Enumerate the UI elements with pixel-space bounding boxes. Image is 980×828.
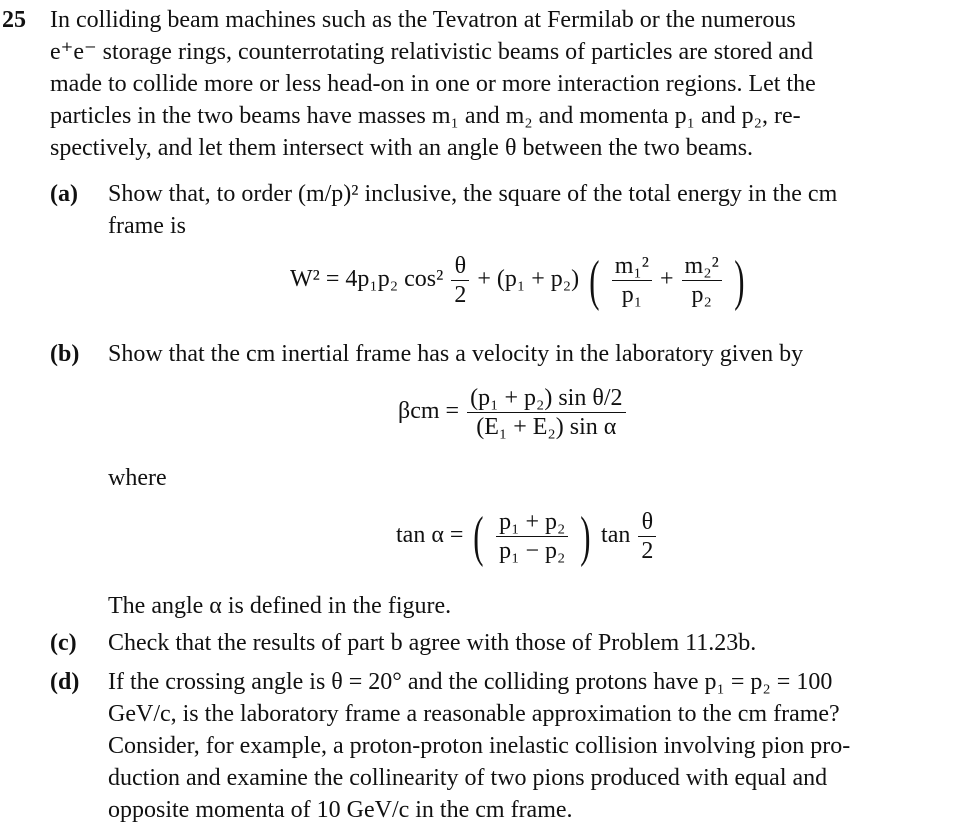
figure-note: The angle α is defined in the figure.	[108, 593, 452, 619]
frac-den: p₂	[691, 282, 712, 308]
tan-theta-frac	[638, 508, 656, 565]
beta-frac	[467, 384, 625, 441]
part-a-label: (a)	[50, 181, 78, 207]
intro-line: made to collide more or less head-on in one or more interaction regions. Let the	[50, 71, 816, 97]
beta-lhs: βcm =	[398, 398, 460, 425]
part-d-line: opposite momenta of 10 GeV/c in the cm frame.	[108, 797, 573, 823]
frac-den: 2	[454, 282, 467, 308]
tan-equation	[396, 505, 658, 568]
part-a-line: frame is	[108, 213, 186, 239]
frac-num: θ	[451, 252, 469, 281]
intro-line: In colliding beam machines such as the Tevatron at Fermilab or the numerous	[50, 7, 796, 33]
frac-num: θ	[638, 508, 656, 537]
where-label: where	[108, 465, 167, 491]
frac-den: 2	[641, 538, 654, 564]
beta-equation	[398, 384, 628, 441]
tan-mid: tan	[601, 522, 631, 549]
problem-intro	[50, 4, 968, 164]
frac-num: (p₁ + p₂) sin θ/2	[467, 384, 625, 413]
intro-line: spectively, and let them intersect with an angle θ between the two beams.	[50, 135, 754, 161]
right-paren: )	[580, 505, 591, 568]
part-d-line: If the crossing angle is θ = 20° and the colliding protons have p₁ = p₂ = 100	[108, 669, 833, 695]
frac-num: m₁²	[612, 252, 652, 281]
part-a	[50, 178, 968, 239]
frac-num: m₂²	[682, 252, 722, 281]
part-c	[50, 627, 968, 659]
part-b	[50, 338, 968, 370]
part-d	[50, 666, 968, 823]
part-d-line: duction and examine the collinearity of two pions produced with equal and	[108, 765, 828, 791]
eq-frac-theta	[451, 252, 469, 309]
intro-line: e⁺e⁻ storage rings, counterrotating relativistic beams of particles are stored and	[50, 39, 814, 65]
part-b-text	[108, 338, 968, 370]
part-d-label: (d)	[50, 669, 80, 695]
part-c-label: (c)	[50, 630, 77, 656]
part-a-text	[108, 178, 968, 242]
tan-frac	[496, 508, 568, 565]
frac-den: p₁ − p₂	[499, 538, 566, 564]
eq-mid: + (p₁ + p₂)	[477, 266, 580, 293]
part-c-text	[108, 627, 968, 659]
frac-den: (E₁ + E₂) sin α	[476, 414, 617, 440]
frac-den: p₁	[621, 282, 643, 308]
part-a-line: Show that, to order (m/p)² inclusive, the square of the total energy in the cm	[108, 181, 838, 207]
part-b-line: Show that the cm inertial frame has a velocity in the laboratory given by	[108, 341, 804, 367]
part-d-text	[108, 666, 968, 826]
eq-frac-m1	[612, 252, 652, 309]
energy-equation	[290, 249, 748, 312]
eq-frac-m2	[682, 252, 722, 309]
part-c-line: Check that the results of part b agree with those of Problem 11.23b.	[108, 630, 757, 656]
right-paren: )	[733, 249, 745, 312]
intro-line: particles in the two beams have masses m₁ and m₂ and momenta p₁ and p₂, re-	[50, 103, 801, 129]
left-paren: (	[589, 249, 600, 312]
part-d-line: GeV/c, is the laboratory frame a reasonable approximation to the cm frame?	[108, 701, 840, 727]
tan-lhs: tan α =	[396, 522, 464, 549]
part-b-label: (b)	[50, 341, 80, 367]
part-d-line: Consider, for example, a proton-proton inelastic collision involving pion pro-	[108, 733, 851, 759]
eq-lhs: W² = 4p₁p₂ cos²	[290, 266, 444, 293]
frac-num: p₁ + p₂	[496, 508, 568, 537]
problem-number: 25	[2, 7, 26, 33]
eq-plus: +	[660, 266, 674, 293]
left-paren: (	[473, 505, 484, 568]
